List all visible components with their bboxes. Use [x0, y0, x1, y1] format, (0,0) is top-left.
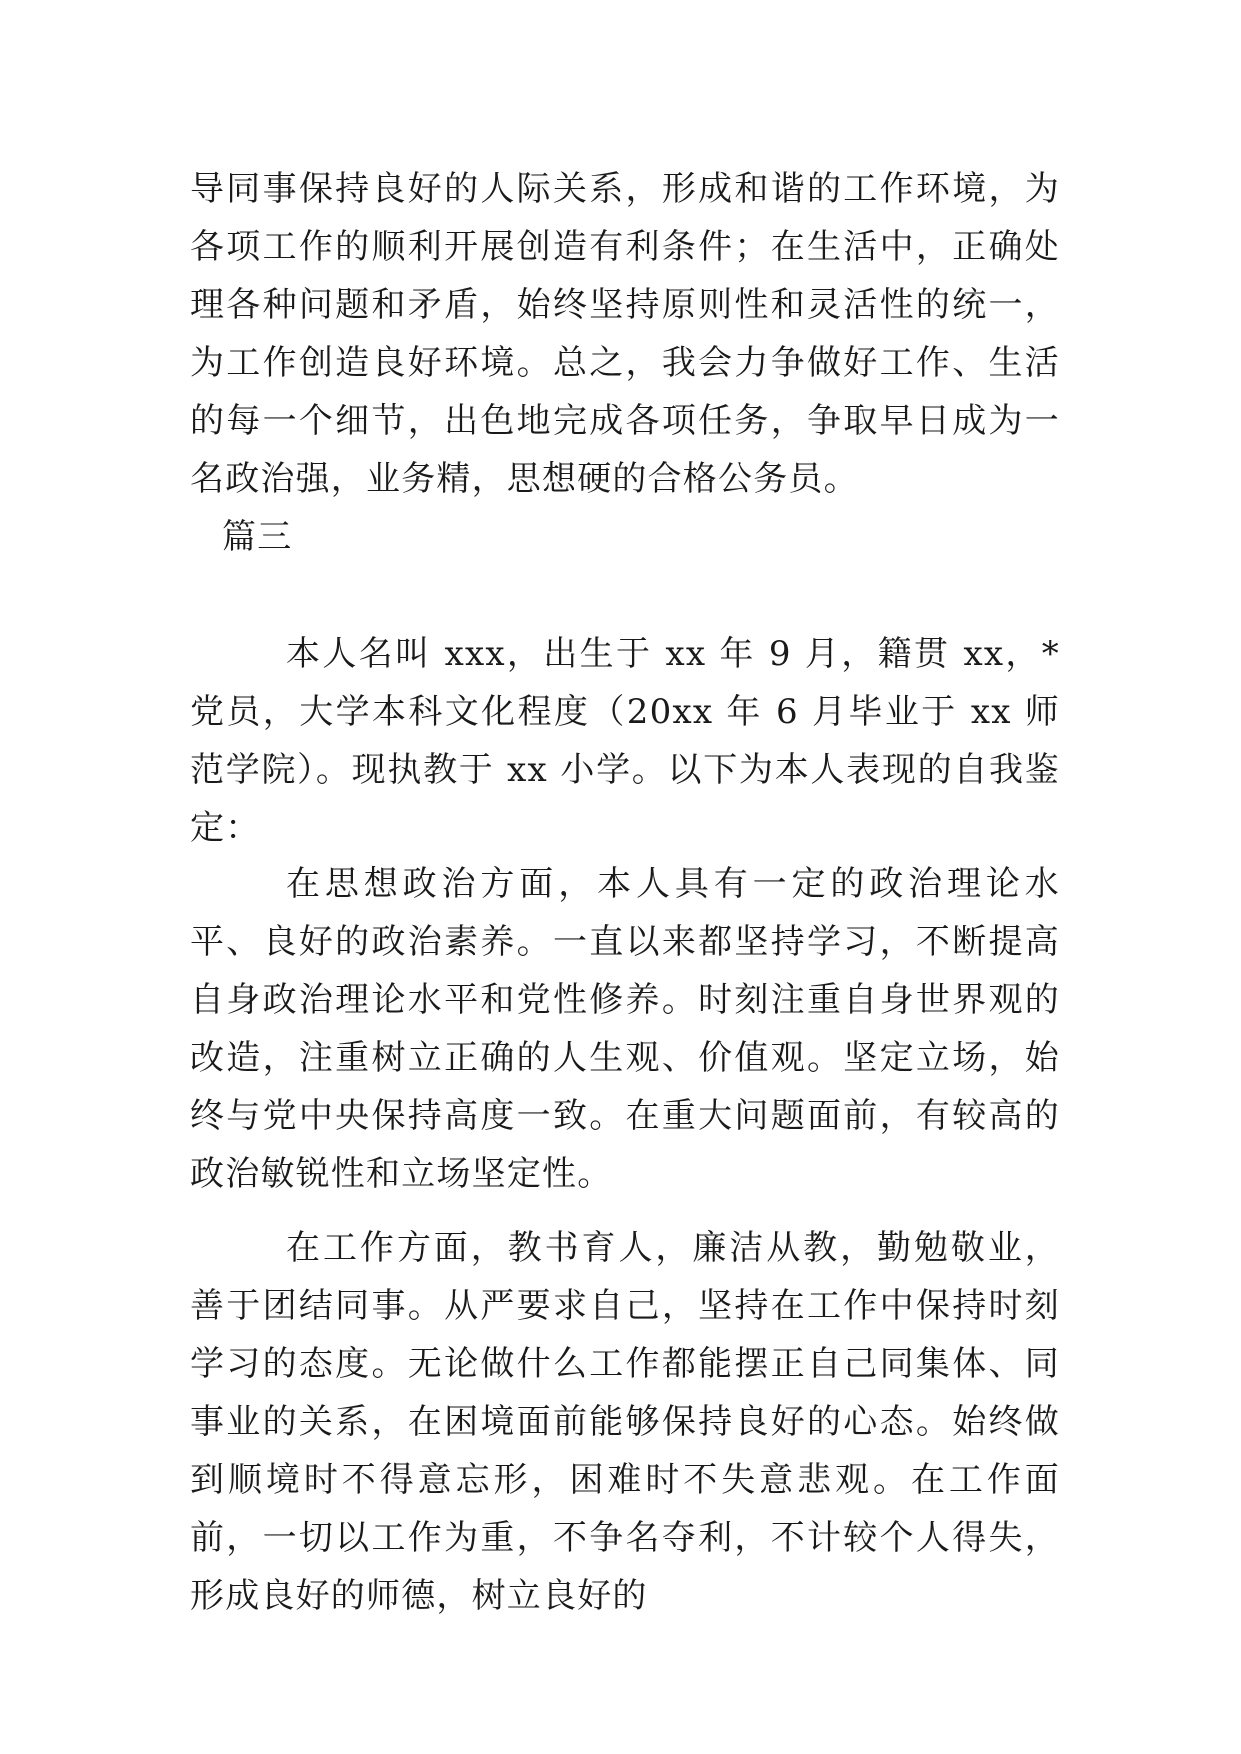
paragraph-politics: 在思想政治方面，本人具有一定的政治理论水平、良好的政治素养。一直以来都坚持学习，不断提高自身政治理论水平和党性修养。时刻注重自身世界观的改造，注重树立正确的人生观、价值观。坚定立场，始终与党中央保持高度一致。在重大问题面前，有较高的政治敏锐性和立场坚定性。 — [190, 864, 1060, 1194]
paragraph-continued: 导同事保持良好的人际关系，形成和谐的工作环境，为各项工作的顺利开展创造有利条件；在生活中，正确处理各种问题和矛盾，始终坚持原则性和灵活性的统一，为工作创造良好环境。总之，我会力争做好工作、生活的每一个细节，出色地完成各项任务，争取早日成为一名政治强，业务精，思想硬的合格公务员。 — [190, 169, 1060, 499]
section-heading: 篇三 — [222, 517, 293, 557]
paragraph-intro: 本人名叫 xxx，出生于 xx 年 9 月，籍贯 xx，*党员，大学本科文化程度（20xx 年 6 月毕业于 xx 师范学院）。现执教于 xx 小学。以下为本人表现的自我鉴定： — [190, 634, 1060, 848]
paragraph-work: 在工作方面，教书育人，廉洁从教，勤勉敬业，善于团结同事。从严要求自己，坚持在工作中保持时刻学习的态度。无论做什么工作都能摆正自己同集体、同事业的关系，在困境面前能够保持良好的心态。始终做到顺境时不得意忘形，困难时不失意悲观。在工作面前，一切以工作为重，不争名夺利，不计较个人得失，形成良好的师德，树立良好的 — [190, 1228, 1060, 1616]
